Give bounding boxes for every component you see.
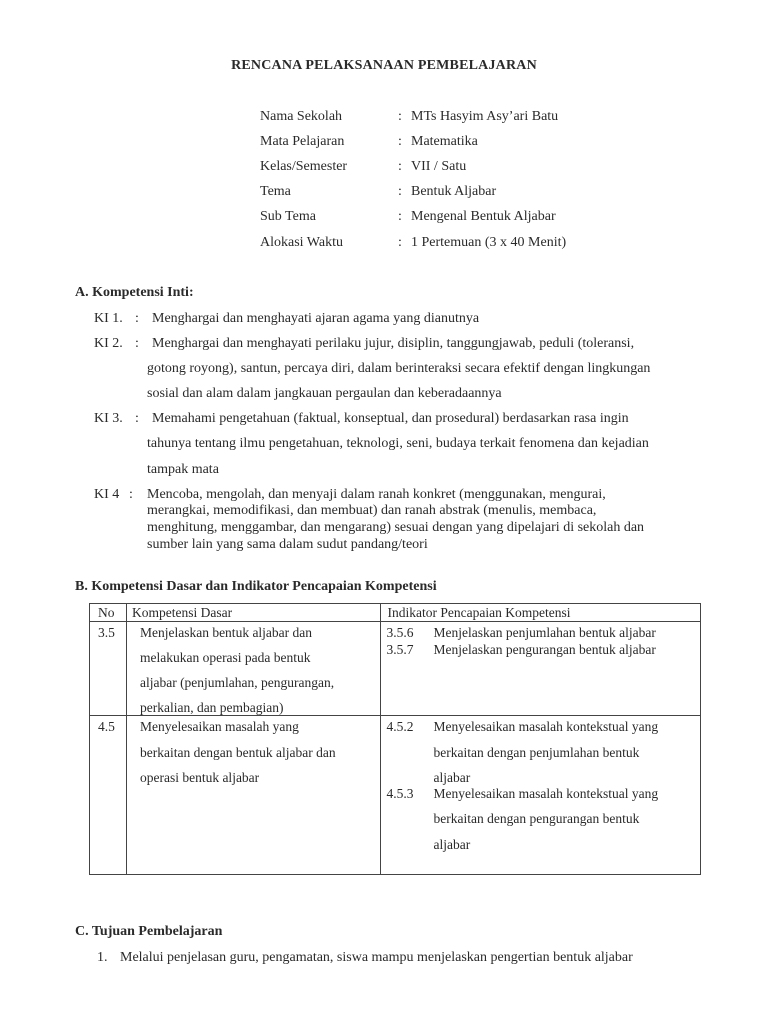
ki-colon: : xyxy=(129,487,133,502)
ki-colon: : xyxy=(135,311,139,326)
table-row xyxy=(90,716,701,875)
info-value: Bentuk Aljabar xyxy=(411,184,497,199)
indicator-code: 3.5.7 xyxy=(386,642,414,657)
info-value: Matematika xyxy=(411,134,478,149)
indicator-text: Menyelesaikan masalah kontekstual yang xyxy=(433,719,659,734)
competency-table xyxy=(89,603,701,875)
info-label: Sub Tema xyxy=(260,209,316,224)
info-label: Tema xyxy=(260,184,291,199)
info-label: Alokasi Waktu xyxy=(260,235,343,250)
table-row xyxy=(90,622,701,716)
info-value: 1 Pertemuan (3 x 40 Menit) xyxy=(411,235,567,250)
goal-number: 1. xyxy=(97,950,108,965)
ki-text: tahunya tentang ilmu pengetahuan, teknologi, seni, budaya terkait fenomena dan kejadian xyxy=(147,436,649,451)
ki-text: sumber lain yang sama dalam sudut pandang/teori xyxy=(147,537,428,552)
col-header-kd: Kompetensi Dasar xyxy=(126,604,380,622)
ki-text: gotong royong), santun, percaya diri, dalam berinteraksi secara efektif dengan lingkungan xyxy=(147,361,651,376)
table-header-row xyxy=(90,604,701,622)
info-colon: : xyxy=(398,184,402,199)
ki-text: sosial dan alam dalam jangkauan pergaulan dan keberadaannya xyxy=(147,386,502,401)
info-label: Kelas/Semester xyxy=(260,159,348,174)
kd-line: aljabar (penjumlahan, pengurangan, xyxy=(139,675,335,690)
info-colon: : xyxy=(398,109,402,124)
indicator-text: aljabar xyxy=(433,770,471,785)
info-label: Mata Pelajaran xyxy=(260,134,345,149)
row-no: 4.5 xyxy=(98,719,115,734)
info-value: Mengenal Bentuk Aljabar xyxy=(411,209,556,224)
kd-line: operasi bentuk aljabar xyxy=(139,770,260,785)
info-colon: : xyxy=(398,235,402,250)
section-c-heading: C. Tujuan Pembelajaran xyxy=(75,924,223,939)
indicator-code: 3.5.6 xyxy=(386,625,414,640)
info-value: VII / Satu xyxy=(411,159,467,174)
ki-colon: : xyxy=(135,411,139,426)
col-header-ipk: Indikator Pencapaian Kompetensi xyxy=(380,604,700,622)
indicator-text: berkaitan dengan pengurangan bentuk xyxy=(433,811,640,826)
row-no: 3.5 xyxy=(98,625,115,640)
ki-text: menghitung, menggambar, dan mengarang) sesuai dengan yang dipelajari di sekolah dan xyxy=(147,520,645,535)
indicator-text: berkaitan dengan penjumlahan bentuk xyxy=(433,745,640,760)
ki-text: Menghargai dan menghayati perilaku jujur, disiplin, tanggungjawab, peduli (toleransi, xyxy=(152,336,635,351)
ki-text: tampak mata xyxy=(147,462,219,477)
kd-line: melakukan operasi pada bentuk xyxy=(139,650,311,665)
indicator-text: Menjelaskan pengurangan bentuk aljabar xyxy=(433,642,656,657)
indicator-code: 4.5.3 xyxy=(386,786,414,801)
kd-line: Menjelaskan bentuk aljabar dan xyxy=(139,625,313,640)
indicator-text: aljabar xyxy=(433,837,471,852)
indicator-text: Menjelaskan penjumlahan bentuk aljabar xyxy=(433,625,656,640)
goal-text: Melalui penjelasan guru, pengamatan, siswa mampu menjelaskan pengertian bentuk aljabar xyxy=(120,950,633,965)
ki-colon: : xyxy=(135,336,139,351)
ki-text: Memahami pengetahuan (faktual, konseptual, dan prosedural) berdasarkan rasa ingin xyxy=(152,411,629,426)
section-a-heading: A. Kompetensi Inti: xyxy=(75,285,194,300)
info-label: Nama Sekolah xyxy=(260,109,343,124)
ki-label: KI 3. xyxy=(94,411,123,426)
kd-line: perkalian, dan pembagian) xyxy=(139,700,284,715)
indicator-text: Menyelesaikan masalah kontekstual yang xyxy=(433,786,659,801)
col-header-no: No xyxy=(90,604,127,622)
info-colon: : xyxy=(398,159,402,174)
ki-text: Menghargai dan menghayati ajaran agama yang dianutnya xyxy=(152,311,480,326)
ki-text: Mencoba, mengolah, dan menyaji dalam ranah konkret (menggunakan, mengurai, xyxy=(147,487,606,502)
info-colon: : xyxy=(398,134,402,149)
section-b-heading: B. Kompetensi Dasar dan Indikator Pencapaian Kompetensi xyxy=(75,579,437,594)
ki-label: KI 1. xyxy=(94,311,123,326)
ki-text: merangkai, memodifikasi, dan membuat) dan ranah abstrak (menulis, membaca, xyxy=(147,503,597,518)
info-value: MTs Hasyim Asy’ari Batu xyxy=(411,109,559,124)
ki-label: KI 4 xyxy=(94,487,120,502)
kd-line: Menyelesaikan masalah yang xyxy=(139,719,299,734)
ki-label: KI 2. xyxy=(94,336,123,351)
info-colon: : xyxy=(398,209,402,224)
kd-line: berkaitan dengan bentuk aljabar dan xyxy=(139,745,336,760)
document-title: RENCANA PELAKSANAAN PEMBELAJARAN xyxy=(231,58,537,73)
indicator-code: 4.5.2 xyxy=(386,719,414,734)
